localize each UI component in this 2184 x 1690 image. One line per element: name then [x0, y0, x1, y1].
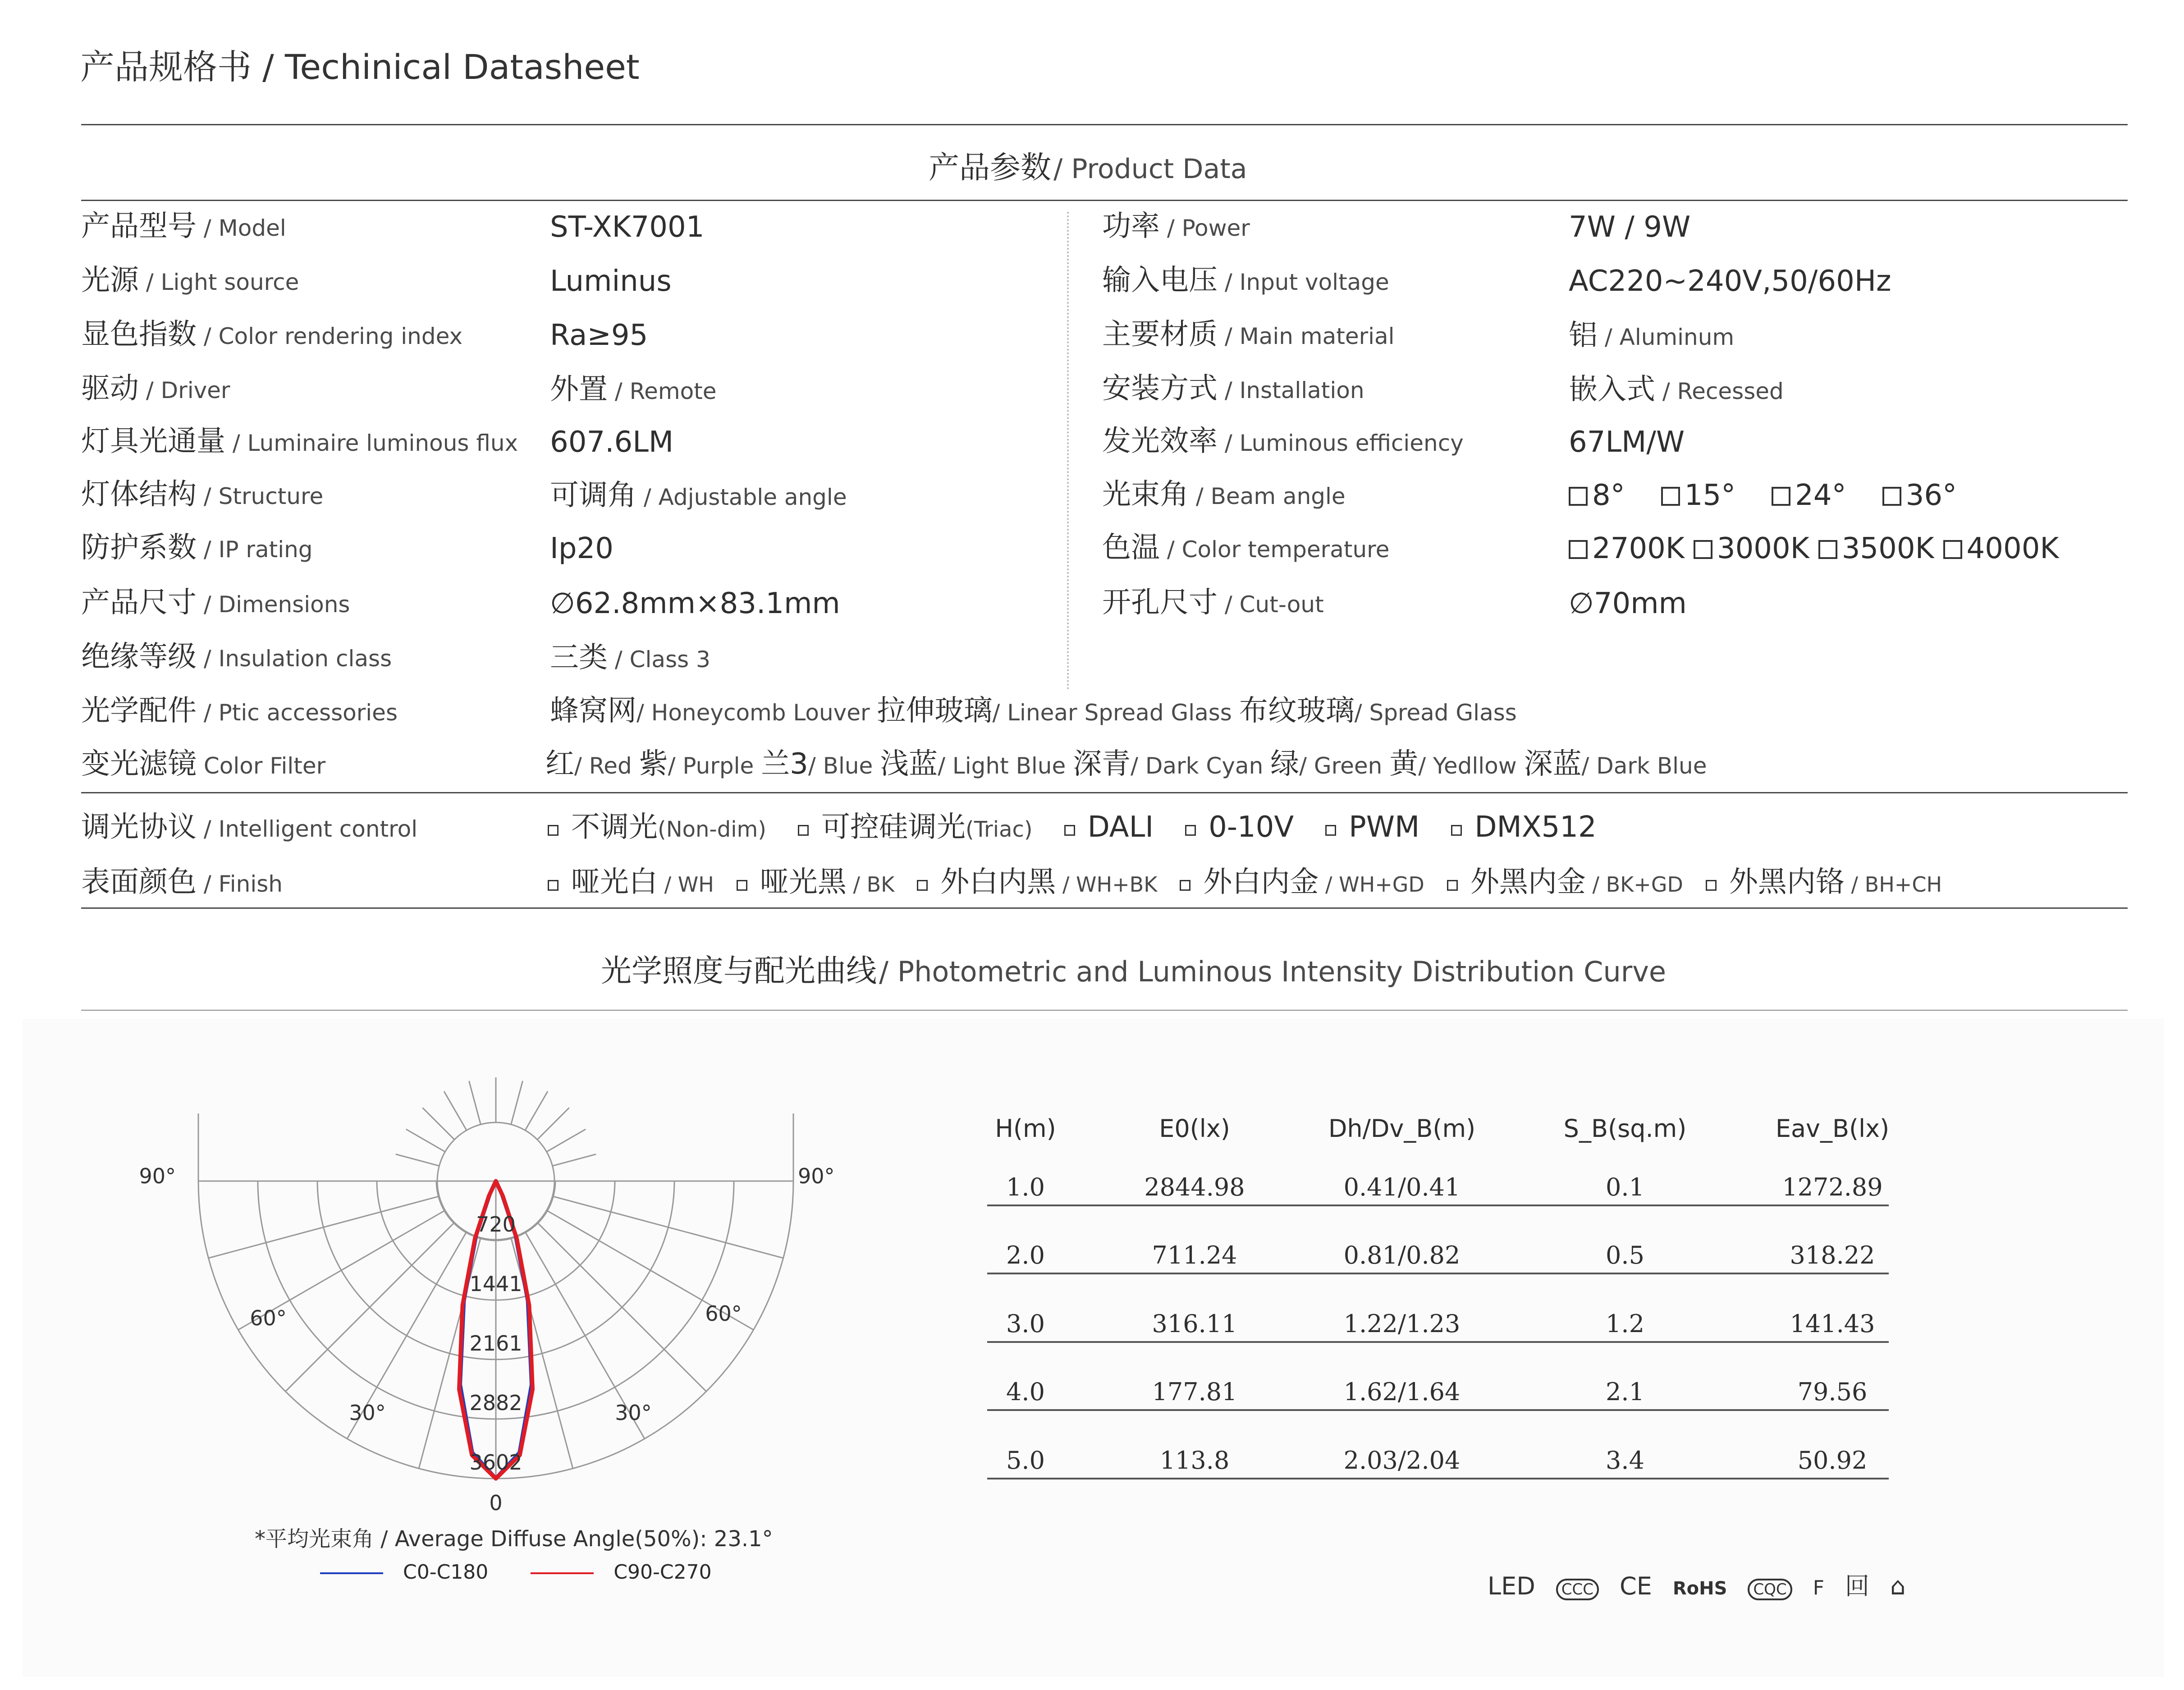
- checkbox-icon: [798, 825, 809, 836]
- finish-row: 表面颜色 / Finish: [81, 866, 283, 899]
- filter-zh: 黄: [1389, 747, 1419, 781]
- checkbox-icon: [1943, 540, 1962, 559]
- certification-marks: [1488, 1567, 1926, 1602]
- accessories-values: [550, 694, 1517, 728]
- checkbox-icon: [1325, 825, 1336, 836]
- control-option-en: (Triac): [966, 817, 1033, 842]
- option-label: 15°: [1684, 479, 1736, 512]
- filter-en: / Green: [1299, 753, 1390, 779]
- checkbox-icon: [548, 825, 559, 836]
- table-cell: 2.1: [1606, 1378, 1644, 1406]
- accessories-row: 光学配件 / Ptic accessories: [81, 694, 398, 728]
- control-option: [1451, 811, 1597, 844]
- finish-option: [548, 866, 714, 899]
- control-row: 调光协议 / Intelligent control: [81, 811, 418, 844]
- spec-value-en: / Remote: [608, 378, 717, 404]
- table-header: S_B(sq.m): [1563, 1114, 1687, 1143]
- table-cell: 0.5: [1606, 1241, 1644, 1269]
- finish-option: [1706, 866, 1942, 899]
- spec-label-en: / Main material: [1218, 323, 1395, 349]
- table-cell: 3.4: [1606, 1446, 1644, 1475]
- options-divider: [81, 792, 2128, 793]
- finish-divider: [81, 907, 2128, 909]
- table-cell: 113.8: [1159, 1446, 1230, 1475]
- spec-label: [1102, 533, 1389, 562]
- table-row-line: [987, 1341, 1889, 1343]
- table-cell: 318.22: [1790, 1241, 1875, 1269]
- product-data-divider: [81, 200, 2128, 201]
- spec-value: [550, 267, 672, 296]
- table-cell: 1.22/1.23: [1343, 1310, 1461, 1338]
- spec-value-zh: 铝: [1569, 319, 1598, 352]
- table-header: H(m): [995, 1114, 1056, 1143]
- photometric-divider: [81, 1010, 2128, 1011]
- accessory-en: / Spread Glass: [1354, 700, 1517, 726]
- spec-label-zh: 安装方式: [1102, 372, 1218, 405]
- finish-options: [548, 868, 1964, 897]
- checkbox-icon: [1882, 487, 1901, 506]
- control-option: [548, 811, 767, 844]
- spec-value: [1569, 321, 1734, 350]
- legend-label-c0: C0-C180: [403, 1561, 489, 1584]
- option-label: 36°: [1905, 479, 1957, 512]
- table-cell: 1.2: [1606, 1310, 1644, 1338]
- spec-label: [81, 212, 286, 241]
- header-divider: [81, 124, 2128, 125]
- spec-value: [550, 428, 673, 457]
- ring-label: 720: [476, 1212, 516, 1237]
- table-cell: 711.24: [1152, 1241, 1237, 1269]
- spec-value-en: / Adjustable angle: [636, 484, 847, 510]
- led-mark: LED: [1488, 1572, 1535, 1600]
- spec-label: [1102, 320, 1395, 349]
- table-cell: 177.81: [1152, 1378, 1237, 1406]
- table-cell: 5.0: [1006, 1446, 1045, 1475]
- polar-spoke: [208, 1196, 439, 1258]
- legend: [320, 1561, 712, 1584]
- spec-value: [1569, 534, 2068, 563]
- finish-option: [917, 866, 1158, 899]
- spec-label-zh: 输入电压: [1102, 264, 1218, 297]
- spec-label-en: / Luminous efficiency: [1218, 430, 1464, 456]
- table-row-line: [987, 1478, 1889, 1479]
- filter-en: / Dark Cyan: [1131, 753, 1271, 779]
- filter-zh: 深青: [1073, 747, 1131, 781]
- angle-label-30-left: 30°: [349, 1401, 386, 1425]
- control-option: [1064, 811, 1154, 844]
- ring-label: 2882: [469, 1391, 522, 1415]
- filter-en: / Light Blue: [938, 753, 1073, 779]
- polar-spoke-upper: [396, 1154, 440, 1166]
- spec-value-text: 607.6LM: [550, 426, 674, 459]
- checkbox-icon: [917, 880, 928, 891]
- spec-label-zh: 产品型号: [81, 210, 197, 243]
- finish-option-en: / WH+BK: [1056, 872, 1158, 897]
- table-cell: 3.0: [1006, 1310, 1045, 1338]
- average-angle-note: *平均光束角 / Average Diffuse Angle(50%): 23.1°: [255, 1526, 773, 1552]
- spec-label-zh: 光束角: [1102, 478, 1189, 511]
- option-label: 2700K: [1592, 532, 1685, 565]
- spec-label-en: / Insulation class: [197, 646, 392, 672]
- spec-label-en: / Beam angle: [1189, 483, 1346, 509]
- checkbox-icon: [1569, 540, 1588, 559]
- control-option: [798, 811, 1033, 844]
- certification-icon: F: [1813, 1576, 1824, 1599]
- finish-option-zh: 外白内金: [1203, 866, 1319, 899]
- angle-label-60-left: 60°: [250, 1306, 287, 1330]
- certification-icon: 回: [1845, 1572, 1869, 1600]
- filter-en: / Red: [574, 753, 639, 779]
- option-label: 4000K: [1966, 532, 2059, 565]
- filter-zh: 红: [545, 747, 574, 781]
- filter-en: / Yedllow: [1418, 753, 1524, 779]
- checkbox-icon: [1772, 487, 1790, 506]
- table-row-line: [987, 1409, 1889, 1411]
- spec-value-text: Ip20: [550, 532, 614, 565]
- spec-label: [81, 642, 392, 671]
- spec-label-zh: 绝缘等级: [81, 640, 197, 673]
- control-option-zh: DALI: [1087, 811, 1154, 844]
- spec-label: [81, 266, 299, 295]
- filter-row: 变光滤镜 Color Filter: [81, 747, 326, 781]
- spec-label-zh: 灯体结构: [81, 478, 197, 511]
- spec-value-text: Luminus: [550, 265, 672, 298]
- spec-label: [81, 374, 230, 403]
- spec-label: [81, 427, 518, 456]
- control-option-zh: PWM: [1349, 811, 1420, 844]
- spec-label-zh: 主要材质: [1102, 318, 1218, 351]
- spec-label: [1102, 427, 1464, 456]
- control-option-zh: 不调光: [571, 811, 658, 844]
- spec-value: [1569, 589, 1687, 618]
- spec-label-en: / Driver: [139, 377, 230, 403]
- angle-label-60-right: 60°: [705, 1301, 742, 1326]
- spec-value: [550, 534, 614, 563]
- polar-spoke: [537, 1223, 706, 1392]
- filter-values: [545, 747, 1707, 781]
- table-cell: 141.43: [1790, 1310, 1875, 1338]
- spec-value-text: 7W / 9W: [1569, 211, 1691, 244]
- spec-value: [550, 643, 710, 672]
- control-option-en: (Non-dim): [658, 817, 767, 842]
- table-cell: 2.0: [1006, 1241, 1045, 1269]
- spec-value: [550, 589, 840, 618]
- certification-icon: ⌂: [1890, 1572, 1906, 1600]
- table-cell: 1.0: [1006, 1173, 1045, 1201]
- table-cell: 1272.89: [1782, 1173, 1883, 1201]
- finish-option-en: / BK: [846, 872, 895, 897]
- legend-label-c90: C90-C270: [614, 1561, 712, 1584]
- spec-label-en: / Color temperature: [1160, 536, 1390, 563]
- spec-label-en: / Installation: [1218, 377, 1364, 403]
- column-separator: [1067, 212, 1069, 690]
- table-cell: 0.1: [1606, 1173, 1644, 1201]
- spec-label: [81, 320, 462, 349]
- accessory-en: / Honeycomb Louver: [636, 700, 877, 726]
- checkbox-icon: [1569, 487, 1588, 506]
- table-cell: 2844.98: [1144, 1173, 1245, 1201]
- table-cell: 316.11: [1152, 1310, 1237, 1338]
- checkbox-icon: [1694, 540, 1712, 559]
- spec-value-text: AC220~240V,50/60Hz: [1569, 265, 1891, 298]
- polar-spoke-upper: [406, 1129, 445, 1152]
- finish-option-zh: 外黑内金: [1470, 866, 1586, 899]
- accessory-zh: 蜂窝网: [550, 694, 636, 728]
- option-label: 3000K: [1717, 532, 1809, 565]
- product-data-title: 产品参数 / Product Data: [929, 150, 1247, 186]
- spec-value-text: 67LM/W: [1569, 426, 1685, 459]
- ring-label: 1441: [469, 1272, 522, 1296]
- spec-value: [550, 321, 648, 350]
- table-cell: 2.03/2.04: [1343, 1446, 1461, 1475]
- polar-spoke-upper: [525, 1091, 548, 1131]
- finish-option-zh: 外黑内铬: [1729, 866, 1845, 899]
- finish-option-zh: 外白内黑: [940, 866, 1056, 899]
- polar-spoke-upper: [511, 1081, 523, 1125]
- table-cell: 79.56: [1797, 1378, 1868, 1406]
- certification-icon: CCC: [1556, 1579, 1599, 1600]
- spec-value: [1569, 267, 1891, 296]
- angle-label-30-right: 30°: [615, 1401, 652, 1425]
- polar-spoke-upper: [553, 1154, 596, 1166]
- filter-zh: 兰3: [761, 747, 808, 781]
- spec-value: [1569, 375, 1784, 404]
- filter-zh: 浅蓝: [880, 747, 938, 781]
- spec-value: [550, 375, 717, 404]
- spec-label: [81, 588, 350, 617]
- spec-value: [1569, 481, 1993, 510]
- finish-option-en: / WH+GD: [1319, 872, 1424, 897]
- accessory-zh: 布纹玻璃: [1239, 694, 1355, 728]
- spec-label: [1102, 374, 1364, 403]
- finish-option-en: / BK+GD: [1585, 872, 1683, 897]
- angle-label-90-left: 90°: [139, 1164, 176, 1188]
- spec-value-zh: 三类: [550, 641, 608, 674]
- accessory-zh: 拉伸玻璃: [877, 694, 993, 728]
- legend-swatch-c0: [320, 1572, 383, 1574]
- checkbox-icon: [1706, 880, 1717, 891]
- certification-icon: RoHS: [1672, 1578, 1727, 1599]
- polar-spoke-upper: [469, 1081, 481, 1125]
- table-header: Dh/Dv_B(m): [1328, 1114, 1476, 1143]
- angle-label-90-right: 90°: [798, 1164, 835, 1188]
- spec-label-zh: 功率: [1102, 210, 1160, 243]
- polar-spoke-upper: [444, 1091, 467, 1131]
- spec-label-en: / Cut-out: [1218, 591, 1324, 618]
- filter-zh: 紫: [639, 747, 668, 781]
- finish-option: [1447, 866, 1683, 899]
- polar-spoke-upper: [547, 1129, 586, 1152]
- table-row-line: [987, 1273, 1889, 1274]
- spec-label: [1102, 212, 1250, 241]
- polar-spoke-upper: [422, 1108, 454, 1140]
- photometric-title: 光学照度与配光曲线 / Photometric and Luminous Intensity Distribution Curve: [601, 953, 1667, 989]
- finish-option-en: / BH+CH: [1844, 872, 1942, 897]
- filter-en: / Blue: [808, 753, 880, 779]
- page-title: 产品规格书 / Techinical Datasheet: [80, 47, 640, 87]
- checkbox-icon: [1064, 825, 1075, 836]
- option-label: 8°: [1592, 479, 1625, 512]
- control-option-zh: DMX512: [1474, 811, 1597, 844]
- checkbox-icon: [737, 880, 747, 891]
- legend-swatch-c90: [531, 1572, 594, 1574]
- spec-label-zh: 产品尺寸: [81, 586, 197, 619]
- table-cell: 0.41/0.41: [1343, 1173, 1461, 1201]
- control-option-zh: 0-10V: [1209, 811, 1294, 844]
- spec-value-text: ∅62.8mm×83.1mm: [550, 587, 840, 620]
- spec-label-zh: 发光效率: [1102, 425, 1218, 458]
- checkbox-icon: [1447, 880, 1458, 891]
- spec-label-zh: 色温: [1102, 531, 1160, 564]
- polar-spoke-upper: [537, 1108, 569, 1140]
- finish-option: [737, 866, 895, 899]
- spec-value-zh: 嵌入式: [1569, 373, 1655, 406]
- filter-en: / Purple: [668, 753, 761, 779]
- finish-option-en: / WH: [658, 872, 714, 897]
- spec-label-zh: 驱动: [81, 372, 139, 405]
- spec-label: [1102, 588, 1324, 617]
- spec-label-en: / IP rating: [197, 536, 313, 563]
- checkbox-icon: [1185, 825, 1196, 836]
- spec-label: [81, 480, 323, 509]
- spec-value-en: / Aluminum: [1598, 324, 1735, 350]
- spec-value: [550, 481, 847, 510]
- spec-label-zh: 防护系数: [81, 531, 197, 564]
- spec-label-en: / Luminaire luminous flux: [225, 430, 518, 456]
- spec-label-en: / Power: [1160, 215, 1250, 241]
- spec-label: [1102, 266, 1389, 295]
- spec-value-text: ∅70mm: [1569, 587, 1687, 620]
- certification-icon: CE: [1620, 1572, 1652, 1600]
- spec-value: [550, 213, 704, 242]
- control-options: [548, 813, 1628, 842]
- spec-value-zh: 可调角: [550, 479, 636, 512]
- finish-option-zh: 哑光白: [571, 866, 658, 899]
- spec-label-zh: 显色指数: [81, 318, 197, 351]
- ring-label: 3602: [469, 1450, 522, 1475]
- spec-label: [1102, 480, 1346, 509]
- spec-value: [1569, 213, 1690, 242]
- table-row-line: [987, 1205, 1889, 1206]
- filter-zh: 绿: [1270, 747, 1300, 781]
- filter-en: / Dark Blue: [1581, 753, 1707, 779]
- zero-label: 0: [489, 1491, 503, 1515]
- spec-value-text: ST-XK7001: [550, 211, 705, 244]
- spec-label-en: / Structure: [197, 483, 324, 509]
- accessory-en: / Linear Spread Glass: [992, 700, 1239, 726]
- spec-label: [81, 533, 313, 562]
- polar-chart: [135, 1073, 856, 1524]
- spec-value-zh: 外置: [550, 373, 608, 406]
- checkbox-icon: [1818, 540, 1837, 559]
- spec-label-en: / Light source: [139, 269, 299, 295]
- table-cell: 50.92: [1797, 1446, 1868, 1475]
- checkbox-icon: [548, 880, 559, 891]
- filter-zh: 深蓝: [1524, 747, 1582, 781]
- polar-spoke: [553, 1196, 783, 1258]
- spec-label-zh: 开孔尺寸: [1102, 586, 1218, 619]
- checkbox-icon: [1180, 880, 1190, 891]
- certification-icon: CQC: [1748, 1579, 1792, 1600]
- spec-value-en: / Recessed: [1655, 378, 1784, 404]
- polar-spoke: [285, 1223, 454, 1392]
- spec-label-en: / Dimensions: [197, 591, 350, 618]
- table-cell: 1.62/1.64: [1343, 1378, 1461, 1406]
- table-header: Eav_B(lx): [1775, 1114, 1890, 1143]
- table-header: E0(lx): [1159, 1114, 1230, 1143]
- spec-label-en: / Model: [197, 215, 286, 241]
- spec-label-zh: 光源: [81, 264, 139, 297]
- option-label: 24°: [1795, 479, 1846, 512]
- table-cell: 0.81/0.82: [1343, 1241, 1461, 1269]
- control-option-zh: 可控硅调光: [821, 811, 966, 844]
- spec-value-text: Ra≥95: [550, 319, 648, 352]
- checkbox-icon: [1661, 487, 1680, 506]
- control-option: [1325, 811, 1420, 844]
- ring-label: 2161: [469, 1331, 522, 1356]
- spec-label-en: / Input voltage: [1218, 269, 1389, 295]
- table-cell: 4.0: [1006, 1378, 1045, 1406]
- finish-option-zh: 哑光黑: [760, 866, 847, 899]
- spec-label-zh: 灯具光通量: [81, 425, 225, 458]
- spec-label-en: / Color rendering index: [197, 323, 463, 349]
- option-label: 3500K: [1841, 532, 1934, 565]
- control-option: [1185, 811, 1294, 844]
- finish-option: [1180, 866, 1424, 899]
- checkbox-icon: [1451, 825, 1462, 836]
- spec-value: [1569, 428, 1685, 457]
- spec-value-en: / Class 3: [608, 646, 710, 673]
